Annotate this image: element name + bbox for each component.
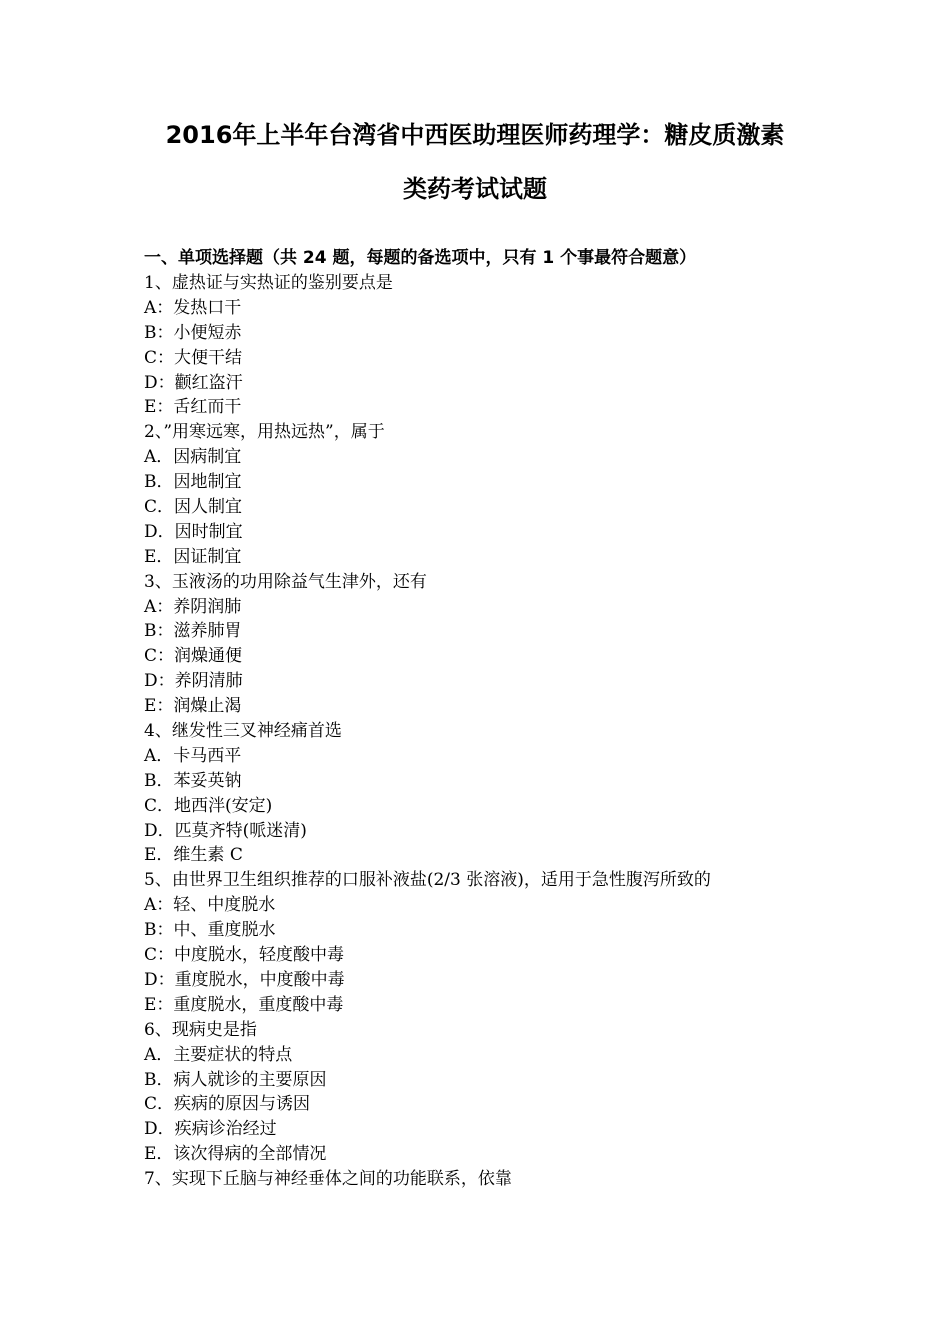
answer-option: D：养阴清肺: [144, 671, 243, 692]
question-stem: 7、实现下丘脑与神经垂体之间的功能联系，依靠: [144, 1169, 512, 1190]
section-heading: 一、单项选择题（共 24 题，每题的备选项中，只有 1 个事最符合题意）: [144, 248, 697, 268]
question-stem: 2、”用寒远寒，用热远热”，属于: [144, 422, 385, 443]
question-stem: 3、玉液汤的功用除益气生津外，还有: [144, 571, 427, 592]
answer-option: C．疾病的原因与诱因: [144, 1094, 311, 1115]
answer-option: C：润燥通便: [144, 646, 243, 667]
answer-option: B．苯妥英钠: [144, 770, 242, 791]
answer-option: E．维生素 C: [144, 845, 243, 866]
answer-option: E：重度脱水，重度酸中毒: [144, 994, 344, 1015]
answer-option: D．因时制宜: [144, 521, 243, 542]
answer-option: B：中、重度脱水: [144, 920, 276, 941]
answer-option: B：小便短赤: [144, 322, 242, 343]
answer-option: E：舌红而干: [144, 397, 242, 418]
answer-option: A：发热口干: [144, 297, 242, 318]
answer-option: D．疾病诊治经过: [144, 1119, 277, 1140]
answer-option: D：重度脱水，中度酸中毒: [144, 969, 345, 990]
question-stem: 1、虚热证与实热证的鉴别要点是: [144, 273, 393, 293]
answer-option: A．主要症状的特点: [144, 1044, 293, 1065]
answer-option: D：颧红盗汗: [144, 372, 243, 393]
answer-option: C：中度脱水，轻度酸中毒: [144, 945, 345, 966]
answer-option: B．因地制宜: [144, 472, 242, 493]
document-title-line-2: 类药考试试题: [403, 175, 547, 203]
answer-option: C．因人制宜: [144, 497, 243, 518]
answer-option: A：轻、中度脱水: [144, 895, 276, 916]
answer-option: C：大便干结: [144, 347, 243, 368]
answer-option: A．因病制宜: [144, 447, 242, 468]
document-title-line-1: 2016年上半年台湾省中西医助理医师药理学：糖皮质激素: [165, 121, 785, 149]
answer-option: B．病人就诊的主要原因: [144, 1069, 327, 1090]
answer-option: A：养阴润肺: [144, 596, 242, 617]
question-stem: 6、现病史是指: [144, 1019, 257, 1040]
question-list: [144, 271, 844, 1192]
answer-option: E．因证制宜: [144, 546, 242, 567]
answer-option: D．匹莫齐特(哌迷清): [144, 820, 307, 841]
answer-option: A．卡马西平: [144, 745, 242, 766]
answer-option: E．该次得病的全部情况: [144, 1144, 327, 1165]
answer-option: B：滋养肺胃: [144, 621, 242, 642]
answer-option: C．地西泮(安定): [144, 795, 273, 816]
question-stem: 4、继发性三叉神经痛首选: [144, 721, 342, 742]
answer-option: E：润燥止渴: [144, 696, 242, 717]
question-stem: 5、由世界卫生组织推荐的口服补液盐(2/3 张溶液)，适用于急性腹泻所致的: [144, 870, 711, 891]
